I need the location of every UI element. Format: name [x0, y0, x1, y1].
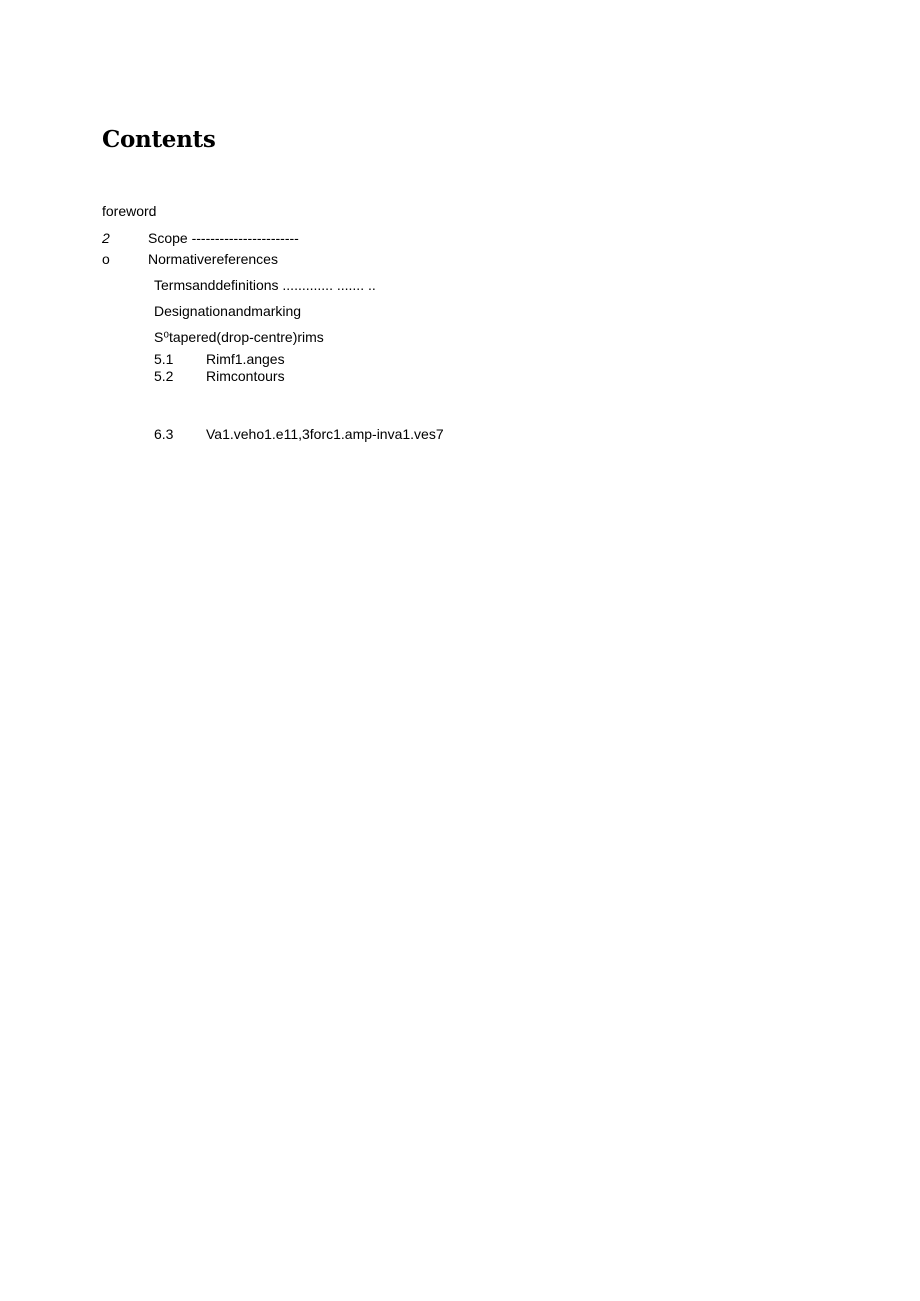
- toc-subentry-number: 5.2: [154, 368, 174, 384]
- toc-subentry-rim-contours: Rimcontours: [206, 368, 285, 384]
- toc-entry-number: o: [102, 251, 110, 267]
- toc-subentry-rim-flanges: Rimf1.anges: [206, 351, 285, 367]
- toc-entry-designation-and-marking: Designationandmarking: [154, 303, 302, 319]
- toc-subentry-valve-holes: Va1.veho1.e11,3forc1.amp-inva1.ves7: [206, 426, 444, 442]
- toc-entry-terms-and-definitions: Termsanddefinitions ............. ....... ..: [154, 277, 376, 293]
- page-title: Contents: [102, 126, 216, 153]
- toc-entry-tapered-rims: S⁰tapered(drop-centre)rims: [154, 329, 324, 345]
- toc-entry-foreword: foreword: [102, 203, 157, 219]
- toc-entry-scope: Scope -----------------------: [148, 230, 299, 246]
- toc-entry-number: 2: [102, 230, 110, 246]
- toc-subentry-number: 6.3: [154, 426, 174, 442]
- toc-subentry-number: 5.1: [154, 351, 174, 367]
- toc-entry-normative-references: Normativereferences: [148, 251, 278, 267]
